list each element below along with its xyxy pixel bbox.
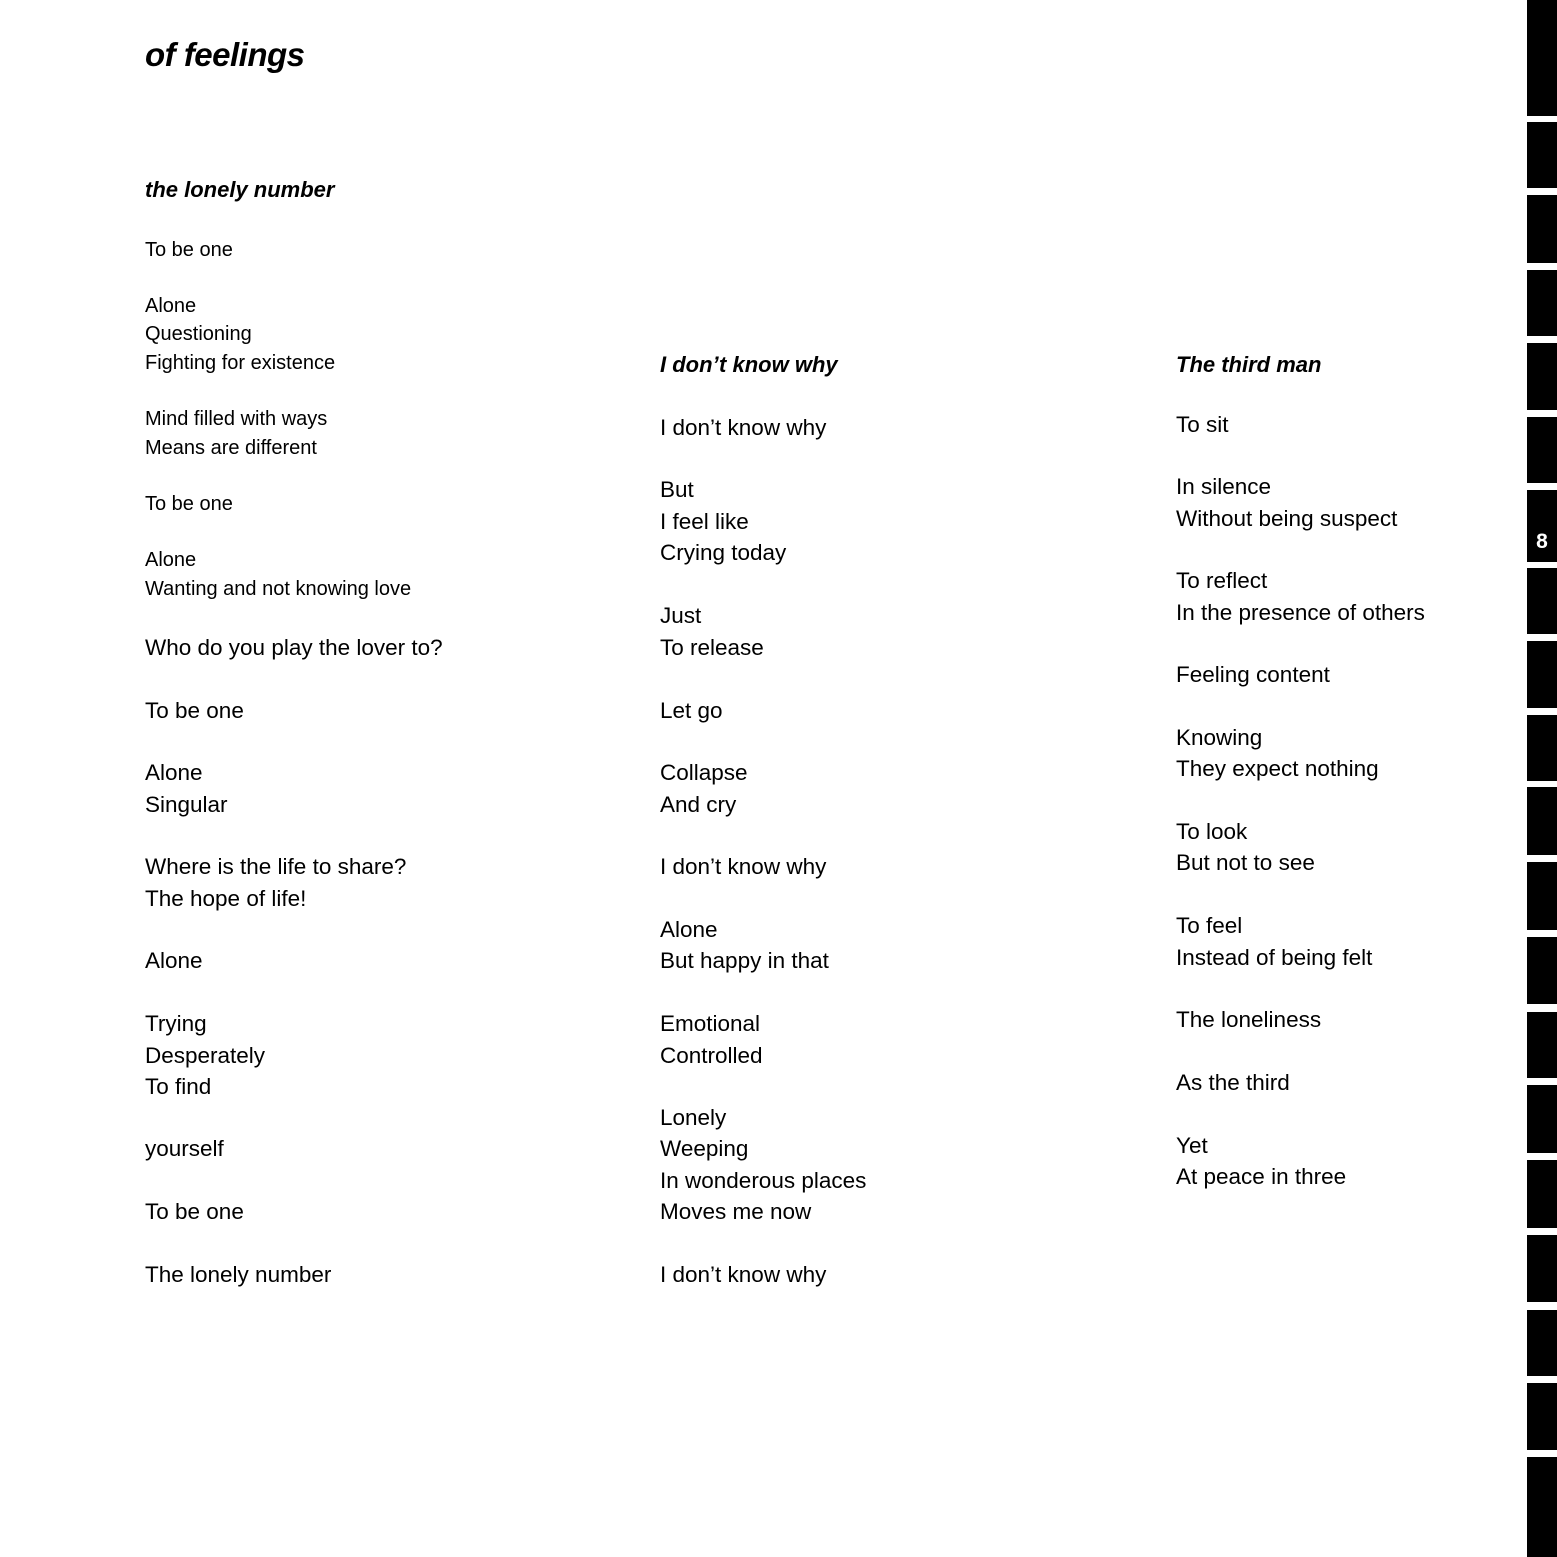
poem-line: Crying today [660, 540, 787, 565]
poem-line: To be one [145, 493, 233, 515]
poem-line: Singular [145, 792, 228, 817]
poem-line: Moves me now [660, 1199, 812, 1224]
poem-line: Desperately [145, 1043, 266, 1068]
poem-line: The hope of life! [145, 886, 307, 911]
poem-title: the lonely number [145, 177, 335, 202]
poem-line: But [660, 477, 694, 502]
poem-line: In the presence of others [1176, 600, 1425, 625]
page-tab-strip [1525, 0, 1557, 1557]
poem-line: In wonderous places [660, 1168, 867, 1193]
poem-line: Fighting for existence [145, 352, 336, 374]
poem-line: yourself [145, 1136, 224, 1161]
poem-line: To find [145, 1074, 212, 1099]
poem-line: Feeling content [1176, 662, 1330, 687]
poem-line: Controlled [660, 1043, 763, 1068]
poem-line: To sit [1176, 412, 1229, 437]
page-tab [1527, 1383, 1557, 1450]
page-tab [1527, 1457, 1557, 1557]
poem-line: I don’t know why [660, 854, 827, 879]
poem-line: Mind filled with ways [145, 408, 328, 430]
poem-line: Alone [145, 549, 197, 571]
page-tab [1527, 715, 1557, 781]
poem-line: To reflect [1176, 568, 1268, 593]
poem-line: Alone [660, 917, 718, 942]
poem-line: To be one [145, 698, 244, 723]
page-tab [1527, 122, 1557, 188]
page-tab [1527, 1310, 1557, 1376]
poem-line: Weeping [660, 1136, 749, 1161]
poem-line: Instead of being felt [1176, 945, 1373, 970]
poem-line: The loneliness [1176, 1007, 1322, 1032]
page-tab [1527, 862, 1557, 930]
page-tab [1527, 937, 1557, 1004]
poem-line: To release [660, 635, 764, 660]
poem-line: Knowing [1176, 725, 1263, 750]
poem-title: The third man [1176, 352, 1322, 377]
page-tab [1527, 1012, 1557, 1078]
poem-line: At peace in three [1176, 1164, 1347, 1189]
poem-line: Yet [1176, 1133, 1208, 1158]
page-tab [1527, 0, 1557, 116]
poem-line: And cry [660, 792, 737, 817]
poem-line: Where is the life to share? [145, 854, 407, 879]
poem-line: Questioning [145, 323, 252, 345]
poem-line: Lonely [660, 1105, 727, 1130]
section-title: of feelings [145, 36, 305, 73]
page-tab [1527, 1235, 1557, 1302]
poem-line: Who do you play the lover to? [145, 635, 443, 660]
poem-line: But not to see [1176, 850, 1315, 875]
page-tab [1527, 417, 1557, 483]
page-tab [1527, 787, 1557, 855]
poem-line: Collapse [660, 760, 748, 785]
poem-line: I don’t know why [660, 1262, 827, 1287]
poem-line: Let go [660, 698, 723, 723]
poem-line: Just [660, 603, 702, 628]
page-tab [1527, 641, 1557, 708]
poem-line: They expect nothing [1176, 756, 1379, 781]
poem-line: Wanting and not knowing love [145, 578, 412, 600]
page-tab [1527, 568, 1557, 634]
poem-line: Alone [145, 295, 197, 317]
poem-line: To be one [145, 239, 233, 261]
poem-line: I don’t know why [660, 415, 827, 440]
poem-line: But happy in that [660, 948, 829, 973]
page-tab [1527, 270, 1557, 336]
poem-line: As the third [1176, 1070, 1290, 1095]
page-tab [1527, 1160, 1557, 1228]
page-tab [1527, 1085, 1557, 1153]
poem-line: Means are different [145, 437, 317, 459]
poem-line: Trying [145, 1011, 207, 1036]
poem-line: To look [1176, 819, 1248, 844]
poem-line: Emotional [660, 1011, 761, 1036]
poem-line: In silence [1176, 474, 1272, 499]
poem-line: Without being suspect [1176, 506, 1398, 531]
page-number: 8 [1536, 530, 1548, 553]
poem-line: I feel like [660, 509, 749, 534]
poem-title: I don’t know why [660, 352, 838, 377]
page-tab [1527, 343, 1557, 410]
poem-line: Alone [145, 948, 203, 973]
poem-line: To be one [145, 1199, 244, 1224]
poem-line: Alone [145, 760, 203, 785]
page-tab [1527, 195, 1557, 263]
poem-line: The lonely number [145, 1262, 332, 1287]
poem-line: To feel [1176, 913, 1243, 938]
